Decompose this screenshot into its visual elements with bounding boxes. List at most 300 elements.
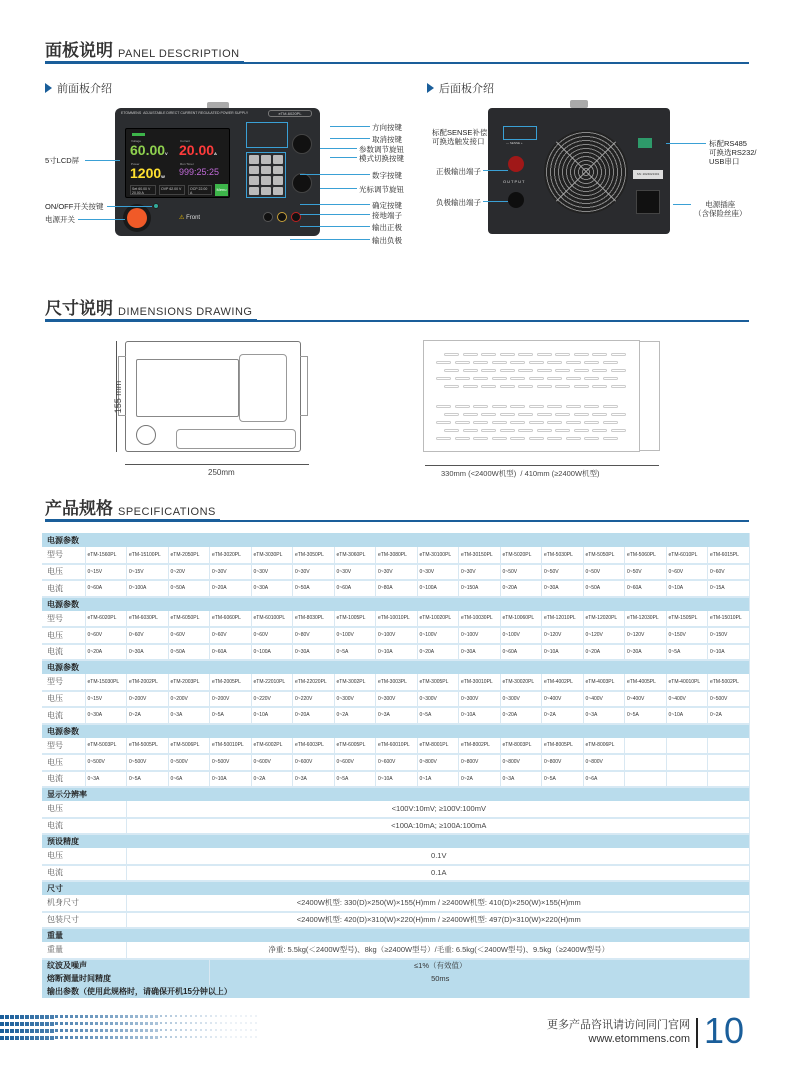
- footer-dot: [170, 1015, 172, 1017]
- spec-cell: 0~15V: [85, 564, 127, 581]
- row-label: 机身尺寸: [42, 895, 127, 912]
- triangle-bullet-icon: [45, 83, 52, 93]
- vent-slot: [603, 377, 618, 380]
- spec-cell: 0~300V: [459, 691, 501, 708]
- footer-dot: [10, 1036, 14, 1040]
- spec-cell: 0~50V: [583, 564, 625, 581]
- footer-dot: [80, 1036, 83, 1039]
- drawing-keypad-outline: [239, 354, 287, 422]
- row-label: 电流: [42, 644, 85, 661]
- spec-cell: eTM-22020PL: [293, 674, 335, 691]
- spec-cell: [625, 738, 667, 755]
- row-label: 电流: [42, 865, 127, 882]
- spec-cell: 0~30A: [85, 707, 127, 724]
- spec-cell: eTM-3080PL: [376, 547, 418, 564]
- voltage-label: Voltage: [131, 139, 142, 143]
- footer-dot: [255, 1022, 257, 1024]
- footer-dot: [210, 1015, 212, 1017]
- spec-cell: 0~1A: [417, 771, 459, 788]
- spec-cell: 0~100V: [417, 627, 459, 644]
- vent-slot: [500, 413, 515, 416]
- footer-dot: [110, 1015, 113, 1018]
- vent-slot: [510, 437, 525, 440]
- footer-dot: [250, 1036, 252, 1038]
- spec-cell: 0~5A: [334, 644, 376, 661]
- footer-dot: [135, 1022, 138, 1025]
- spec-cell: eTM-5020PL: [500, 547, 542, 564]
- footer-dot: [150, 1036, 153, 1039]
- group-title: 尺寸: [42, 881, 749, 895]
- footer-dot: [45, 1015, 49, 1019]
- spec-cell: 0~200V: [127, 691, 169, 708]
- callout-ground: 接地端子: [372, 211, 402, 220]
- spec-cell: [666, 738, 708, 755]
- footer-dot: [195, 1015, 197, 1017]
- footer-dot: [40, 1022, 44, 1026]
- spec-cell: 0~30A: [251, 580, 293, 597]
- spec-cell: eTM-30010PL: [459, 674, 501, 691]
- spec-cell: 0~300V: [417, 691, 459, 708]
- front-device-body: [115, 108, 320, 236]
- footer-dot: [165, 1036, 167, 1038]
- footer-dot: [15, 1036, 19, 1040]
- spec-cell: eTM-3030PL: [251, 547, 293, 564]
- spec-cell: 0~100V: [459, 627, 501, 644]
- footer-dot: [20, 1036, 24, 1040]
- parameter-knob: [292, 134, 312, 154]
- spec-group-header-accuracy: [42, 834, 749, 848]
- spec-cell: 0~10A: [376, 771, 418, 788]
- spec-cell: 0~600V: [293, 754, 335, 771]
- spec-group-header: [42, 533, 749, 547]
- spec-cell: 0~30V: [251, 564, 293, 581]
- row-label: 电压: [42, 848, 127, 865]
- power-readout: 1200W: [130, 165, 165, 181]
- spec-cell: eTM-6020PL: [85, 611, 127, 628]
- callout-power-switch: 电源开关: [45, 215, 75, 224]
- footer-dot: [160, 1015, 162, 1017]
- spec-cell: eTM-60010PL: [376, 738, 418, 755]
- vent-slot: [444, 429, 459, 432]
- vent-slot: [436, 377, 451, 380]
- spec-cell: eTM-10020PL: [417, 611, 459, 628]
- callout-param-knob: 参数调节旋钮: [359, 145, 404, 154]
- spec-cell: eTM-5006PL: [168, 738, 210, 755]
- spec-cell: 0~3A: [85, 771, 127, 788]
- spec-cell: eTM-1005PL: [334, 611, 376, 628]
- vent-slot: [574, 353, 589, 356]
- footer-dot: [50, 1029, 54, 1033]
- callout-line: [300, 214, 370, 215]
- spec-cell: 0~120V: [542, 627, 584, 644]
- spec-cell: eTM-6003PL: [293, 738, 335, 755]
- footer-dot: [5, 1022, 9, 1026]
- spec-cell: 0~5A: [127, 771, 169, 788]
- spec-title-cn: 产品规格: [45, 499, 113, 518]
- footer-dot: [220, 1015, 222, 1017]
- spec-cell: 0~30A: [542, 580, 584, 597]
- footer-dot: [255, 1015, 257, 1017]
- spec-cell: eTM-3005PL: [417, 674, 459, 691]
- footer-dot: [155, 1036, 158, 1039]
- footer-dot: [15, 1015, 19, 1019]
- spec-cell: [708, 771, 750, 788]
- spec-cell: 0~30A: [625, 644, 667, 661]
- row-label: 电压: [42, 691, 85, 708]
- footer-dot: [250, 1029, 252, 1031]
- spec-row-resolution: [42, 801, 749, 818]
- footer-dot: [220, 1022, 222, 1024]
- footer-dot: [205, 1015, 207, 1017]
- spec-cell: 0~300V: [500, 691, 542, 708]
- vent-slot: [529, 405, 544, 408]
- direction-keys: [246, 122, 288, 148]
- footer-dot: [20, 1022, 24, 1026]
- footer-dot: [140, 1015, 143, 1018]
- footer-dot: [80, 1029, 83, 1032]
- vent-slot: [584, 377, 599, 380]
- vent-slot: [473, 437, 488, 440]
- footer-dot: [195, 1029, 197, 1031]
- spec-cell: 0~60V: [251, 627, 293, 644]
- current-readout: 20.00A: [179, 142, 217, 158]
- spec-cell: eTM-10060PL: [500, 611, 542, 628]
- spec-cell: 0~5A: [625, 707, 667, 724]
- footer-dot: [115, 1029, 118, 1032]
- footer-dot: [215, 1036, 217, 1038]
- spec-cell: 0~20A: [85, 644, 127, 661]
- spec-cell: 0~60A: [625, 580, 667, 597]
- footer-dot: [210, 1022, 212, 1024]
- ripple-row: [42, 959, 749, 972]
- spec-cell: 0~2A: [459, 771, 501, 788]
- rear-panel-image: [488, 108, 670, 234]
- footer-dot: [200, 1015, 202, 1017]
- spec-cell: 0~80V: [293, 627, 335, 644]
- front-panel-subtitle: [45, 80, 112, 96]
- heading-underline-accent: [45, 61, 244, 64]
- footer-dot: [215, 1022, 217, 1024]
- footer-dot: [235, 1015, 237, 1017]
- callout-line: [320, 188, 357, 189]
- callout-positive: 输出正极: [372, 223, 402, 232]
- spec-cell: 0~200V: [168, 691, 210, 708]
- spec-cell: [625, 771, 667, 788]
- vent-slot: [603, 361, 618, 364]
- footer-dot: [180, 1022, 182, 1024]
- power-label: Power: [131, 162, 140, 166]
- footer-dot: [50, 1015, 54, 1019]
- dimensions-title-en: DIMENSIONS DRAWING: [118, 306, 253, 318]
- vent-slot: [455, 377, 470, 380]
- sense-label: — SENSE +: [506, 141, 523, 145]
- panel-section-header: [45, 42, 749, 64]
- vent-slot: [492, 421, 507, 424]
- positive-output-terminal: [508, 156, 524, 172]
- vent-slot: [492, 377, 507, 380]
- footer-dot: [45, 1029, 49, 1033]
- footer-dot: [60, 1029, 63, 1032]
- callout-line: [107, 206, 152, 207]
- footer-dot: [175, 1036, 177, 1038]
- footer-dot: [130, 1015, 133, 1018]
- footer-dot: [25, 1036, 29, 1040]
- menu-button: Menu: [215, 184, 228, 196]
- footer-dot: [190, 1015, 192, 1017]
- spec-cell: 0~20A: [210, 580, 252, 597]
- spec-cell: 0~800V: [459, 754, 501, 771]
- footer-dot: [135, 1029, 138, 1032]
- vent-slot: [592, 369, 607, 372]
- vent-slot: [529, 377, 544, 380]
- spec-table: [42, 533, 750, 998]
- footer-dot: [160, 1036, 162, 1038]
- footer-dot: [225, 1029, 227, 1031]
- footer-dot: [120, 1015, 123, 1018]
- footer-dot: [30, 1015, 34, 1019]
- spec-cell: 0~100V: [376, 627, 418, 644]
- spec-cell: 0~10A: [666, 707, 708, 724]
- timer-label: Run Timer: [180, 162, 194, 166]
- spec-cell: 0~10A: [210, 771, 252, 788]
- callout-confirm-key: 确定按键: [372, 201, 402, 210]
- footer-dot: [40, 1036, 44, 1040]
- spec-cell: 0~15A: [708, 580, 750, 597]
- terminal-ground: [277, 212, 287, 222]
- spec-cell: 0~50A: [583, 580, 625, 597]
- front-dimension-drawing: [125, 341, 301, 452]
- footer-dot: [80, 1015, 83, 1018]
- footer-dot: [255, 1036, 257, 1038]
- spec-cell: 0~20V: [168, 564, 210, 581]
- footer-dot: [75, 1015, 78, 1018]
- footer-dot: [235, 1036, 237, 1038]
- spec-cell: 0~60V: [708, 564, 750, 581]
- footer-dot: [170, 1029, 172, 1031]
- spec-cell: 0~600V: [251, 754, 293, 771]
- footer-dot: [105, 1022, 108, 1025]
- spec-cell: 0~30V: [210, 564, 252, 581]
- spec-cell: eTM-6010PL: [666, 547, 708, 564]
- vent-slot: [455, 437, 470, 440]
- spec-cell: 0~10A: [376, 644, 418, 661]
- timer-readout: 999:25:25: [179, 167, 220, 177]
- spec-cell: 0~10A: [666, 580, 708, 597]
- spec-cell: eTM-12010PL: [542, 611, 584, 628]
- spec-row-size: [42, 912, 749, 929]
- spec-cell: 0~15V: [85, 691, 127, 708]
- footer-dot: [75, 1022, 78, 1025]
- device-handle: [570, 100, 588, 108]
- vent-slot: [537, 429, 552, 432]
- footer-dot: [190, 1022, 192, 1024]
- spec-value: <2400W机型: 420(D)×310(W)×220(H)mm / ≥2400W机型: 497(D)×310(W)×220(H)mm: [127, 912, 750, 929]
- spec-group-header: [42, 597, 749, 611]
- vent-slot: [473, 421, 488, 424]
- current-row: [42, 707, 749, 724]
- vent-slot: [492, 405, 507, 408]
- footer-dot: [135, 1015, 138, 1018]
- vent-slot: [611, 353, 626, 356]
- width-dimension-line: [125, 464, 309, 465]
- spec-row-resolution: [42, 818, 749, 835]
- footer-dot: [0, 1029, 4, 1033]
- footer-website-link[interactable]: www.etommens.com: [588, 1033, 690, 1045]
- spec-cell: eTM-3020PL: [210, 547, 252, 564]
- vent-slot: [500, 353, 515, 356]
- footer-dot: [10, 1022, 14, 1026]
- footer-dot: [200, 1022, 202, 1024]
- spec-cell: eTM-12030PL: [625, 611, 667, 628]
- spec-cell: 0~30V: [376, 564, 418, 581]
- vent-slot: [574, 429, 589, 432]
- footer-dot: [205, 1029, 207, 1031]
- footer-dot: [245, 1036, 247, 1038]
- vent-slot: [455, 361, 470, 364]
- row-label: 电压: [42, 627, 85, 644]
- callout-line: [330, 126, 370, 127]
- footer-dot: [215, 1029, 217, 1031]
- spec-cell: eTM-6050PL: [168, 611, 210, 628]
- vent-slot: [463, 413, 478, 416]
- footer-dot: [115, 1022, 118, 1025]
- current-row: [42, 580, 749, 597]
- drawing-terminal-panel: [176, 429, 296, 449]
- model-row: [42, 547, 749, 564]
- spec-cell: eTM-10010PL: [376, 611, 418, 628]
- model-row: [42, 674, 749, 691]
- spec-cell: eTM-3003PL: [376, 674, 418, 691]
- spec-cell: 0~80A: [376, 580, 418, 597]
- spec-cell: 0~20A: [417, 644, 459, 661]
- front-panel-subtitle-text: 前面板介绍: [57, 83, 112, 95]
- vent-slot: [584, 437, 599, 440]
- spec-cell: 0~2A: [127, 707, 169, 724]
- footer-dot: [85, 1015, 88, 1018]
- footer-dot: [185, 1015, 187, 1017]
- footer-dot: [95, 1022, 98, 1025]
- footer-divider: [696, 1018, 698, 1048]
- callout-line: [666, 143, 706, 144]
- footer-dot: [65, 1015, 68, 1018]
- spec-cell: 0~5A: [334, 771, 376, 788]
- footer-dot: [35, 1036, 39, 1040]
- spec-cell: [625, 754, 667, 771]
- heading-underline-accent: [45, 319, 257, 322]
- group-title: 电源参数: [42, 660, 749, 674]
- vent-slot: [537, 369, 552, 372]
- vent-slot: [481, 413, 496, 416]
- footer-dot: [120, 1029, 123, 1032]
- footer-dot: [145, 1036, 148, 1039]
- spec-cell: 0~50V: [625, 564, 667, 581]
- callout-cancel-key: 取消按键: [372, 135, 402, 144]
- spec-row-accuracy: [42, 848, 749, 865]
- callout-line: [320, 148, 357, 149]
- row-label: 输出参数（使用此规格时，请确保开机15分钟以上）: [42, 985, 749, 998]
- footer-dot: [230, 1029, 232, 1031]
- spec-cell: 0~3A: [500, 771, 542, 788]
- panel-title-cn: 面板说明: [45, 41, 113, 60]
- spec-cell: 0~300V: [376, 691, 418, 708]
- row-label: 型号: [42, 738, 85, 755]
- footer-dot: [95, 1029, 98, 1032]
- callout-line: [673, 204, 691, 205]
- footer-dot: [80, 1022, 83, 1025]
- model-row: [42, 611, 749, 628]
- vent-slot: [574, 413, 589, 416]
- spec-cell: eTM-8001PL: [417, 738, 459, 755]
- callout-line: [330, 157, 357, 158]
- footer-dot: [70, 1015, 73, 1018]
- footer-dot: [180, 1036, 182, 1038]
- spec-cell: 0~150A: [459, 580, 501, 597]
- footer-dot: [35, 1015, 39, 1019]
- spec-cell: eTM-8003PL: [500, 738, 542, 755]
- spec-cell: eTM-30100PL: [417, 547, 459, 564]
- vent-slot: [555, 413, 570, 416]
- triangle-bullet-icon: [427, 83, 434, 93]
- spec-cell: eTM-6030PL: [127, 611, 169, 628]
- footer-dot: [240, 1036, 242, 1038]
- callout-cursor-knob: 光标调节旋钮: [359, 185, 404, 194]
- footer-dot: [180, 1015, 182, 1017]
- footer-dot: [245, 1029, 247, 1031]
- spec-group-header-weight: [42, 928, 749, 942]
- spec-group-header-size: [42, 881, 749, 895]
- row-label: 电压: [42, 564, 85, 581]
- callout-lcd: 5寸LCD屏: [45, 156, 80, 165]
- vent-slot: [518, 385, 533, 388]
- page-number: 10: [704, 1010, 745, 1051]
- spec-cell: 0~150V: [666, 627, 708, 644]
- vent-slot: [444, 353, 459, 356]
- spec-cell: 0~50V: [500, 564, 542, 581]
- vent-slot: [566, 421, 581, 424]
- row-label: 电压: [42, 801, 127, 818]
- footer-dot: [230, 1022, 232, 1024]
- footer-dot: [45, 1036, 49, 1040]
- vent-slot: [537, 413, 552, 416]
- spec-cell: eTM-8002PL: [459, 738, 501, 755]
- footer-dot: [30, 1022, 34, 1026]
- footer-dot: [185, 1036, 187, 1038]
- footer-dot: [190, 1036, 192, 1038]
- footer-promo-text: 更多产品咨讯请访问同门官网: [547, 1019, 690, 1031]
- group-title: 电源参数: [42, 724, 749, 738]
- footer-dot: [70, 1029, 73, 1032]
- vent-slot: [555, 369, 570, 372]
- spec-cell: 0~500V: [85, 754, 127, 771]
- footer-dot: [155, 1022, 158, 1025]
- callout-mode-key: 模式切换按键: [359, 154, 404, 163]
- vent-slot: [518, 429, 533, 432]
- spec-cell: 0~5A: [417, 707, 459, 724]
- vent-slot: [436, 421, 451, 424]
- sense-terminal-box: [503, 126, 537, 140]
- footer-dot: [30, 1036, 34, 1040]
- vent-slot: [518, 413, 533, 416]
- vent-slot: [436, 405, 451, 408]
- footer-dot: [225, 1022, 227, 1024]
- callout-line: [483, 201, 508, 202]
- footer-dot: [155, 1015, 158, 1018]
- vent-slot: [510, 361, 525, 364]
- spec-cell: 0~400V: [542, 691, 584, 708]
- footer-dot: [170, 1036, 172, 1038]
- footer-dot: [5, 1036, 9, 1040]
- footer-dot: [25, 1029, 29, 1033]
